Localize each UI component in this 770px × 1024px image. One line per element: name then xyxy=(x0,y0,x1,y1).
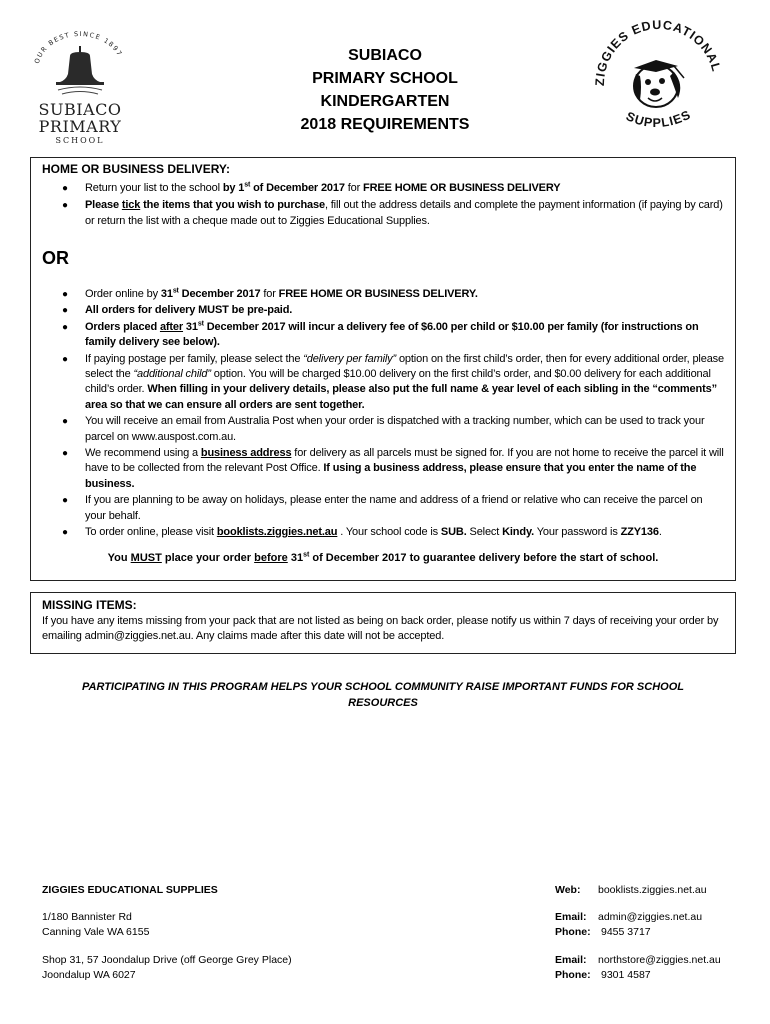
title-line-2: PRIMARY SCHOOL xyxy=(312,70,458,87)
list-item: ● Return your list to the school by 1st of December 2017 for FREE HOME OR BUSINESS DELIVERY xyxy=(62,181,561,194)
phone-label: Phone: xyxy=(555,969,591,981)
email-label: Email: xyxy=(555,911,587,923)
school-logo xyxy=(28,30,132,148)
fundraising-notice: PARTICIPATING IN THIS PROGRAM HELPS YOUR SCHOOL COMMUNITY RAISE IMPORTANT FUNDS FOR SCHOOL RESOURCES xyxy=(82,681,684,709)
missing-items-text: If you have any items missing from your pack that are not listed as being on back order, please notify us within 7 days of receiving your order by emailing admin@ziggies.net.au. Any claims made after this date will not be accepted. xyxy=(42,615,719,643)
footer-company-name: ZIGGIES EDUCATIONAL SUPPLIES xyxy=(42,884,218,896)
school-motto: OUR BEST SINCE 1897 xyxy=(32,30,125,65)
list-item: ● Order online by 31st December 2017 for FREE HOME OR BUSINESS DELIVERY. xyxy=(62,287,478,300)
dog-mascot-icon xyxy=(634,60,684,107)
list-item: ● You will receive an email from Australia Post when your order is dispatched with a tracking number, which can be used to track your parcel on www.auspost.com.au. xyxy=(62,415,705,443)
ziggies-logo xyxy=(590,20,724,142)
missing-items-heading: MISSING ITEMS: xyxy=(42,598,137,612)
email-link-admin[interactable]: admin@ziggies.net.au xyxy=(598,911,703,923)
title-line-1: SUBIACO xyxy=(348,47,422,64)
footer-address-joondalup: Shop 31, 57 Joondalup Drive (off George Grey Place) Joondalup WA 6027 xyxy=(42,954,292,981)
email-link-northstore[interactable]: northstore@ziggies.net.au xyxy=(598,954,721,966)
list-item: ● Orders placed after 31st December 2017 will incur a delivery fee of $6.00 per child or $10.00 per family (for instructions on family delivery see below). xyxy=(62,320,699,349)
school-name-primary: PRIMARY xyxy=(38,117,122,136)
document-title xyxy=(240,44,530,136)
list-item: ● If paying postage per family, please select the “delivery per family” option on the first child’s order, then for every additional order, please select the “additional child” option. You will be charged $10.00 delivery on the first child’s order, and $0.00 delivery for each additional child’s order. When filling in your delivery details, please also put the full name & year level of each sibling in the “comments” area so that we can ensure all orders are sent together. xyxy=(62,352,724,411)
web-link[interactable]: booklists.ziggies.net.au xyxy=(598,884,707,896)
phone-canning-vale: 9455 3717 xyxy=(601,926,651,938)
or-separator: OR xyxy=(42,248,69,268)
list-item: ● To order online, please visit booklists.ziggies.net.au . Your school code is SUB. Select Kindy. Your password is ZZY136. xyxy=(62,526,662,539)
online-order-list xyxy=(60,287,726,541)
order-deadline-notice: You MUST place your order before 31st of December 2017 to guarantee delivery before the start of school. xyxy=(107,551,659,564)
delivery-heading: HOME OR BUSINESS DELIVERY: xyxy=(42,162,231,176)
email-label: Email: xyxy=(555,954,587,966)
phone-label: Phone: xyxy=(555,926,591,938)
school-name-subiaco: SUBIACO xyxy=(38,100,122,119)
title-line-3: KINDERGARTEN xyxy=(320,93,450,110)
list-item: ● If you are planning to be away on holidays, please enter the name and address of a friend or relative who can receive the parcel on your behalf. xyxy=(62,494,703,522)
phone-joondalup: 9301 4587 xyxy=(601,969,651,981)
footer-address-canning-vale: 1/180 Bannister Rd Canning Vale WA 6155 xyxy=(42,911,150,938)
list-item: ● Please tick the items that you wish to purchase, fill out the address details and complete the payment information (if paying by card) or return the list with a cheque made out to Ziggies Educational Supplies. xyxy=(62,199,723,227)
bell-emblem-icon xyxy=(28,30,132,100)
school-return-list xyxy=(60,181,726,229)
list-item: ● We recommend using a business address for delivery as all parcels must be signed for. If you are not home to receive the parcel it will have to be collected from the relevant Post Office. If using a business address, please ensure that you enter the name of the business. xyxy=(62,447,724,490)
title-line-4: 2018 REQUIREMENTS xyxy=(300,116,470,133)
ziggies-logo-bottom-text: SUPPLIES xyxy=(623,107,694,131)
ziggies-logo-top-text: ZIGGIES EDUCATIONAL xyxy=(592,20,724,87)
list-item: ● All orders for delivery MUST be pre-paid. xyxy=(62,304,293,317)
booklists-link[interactable]: booklists.ziggies.net.au xyxy=(216,526,338,539)
school-name-school: SCHOOL xyxy=(55,136,105,145)
web-label: Web: xyxy=(555,884,581,896)
svg-text:SUPPLIES xyxy=(624,107,693,130)
